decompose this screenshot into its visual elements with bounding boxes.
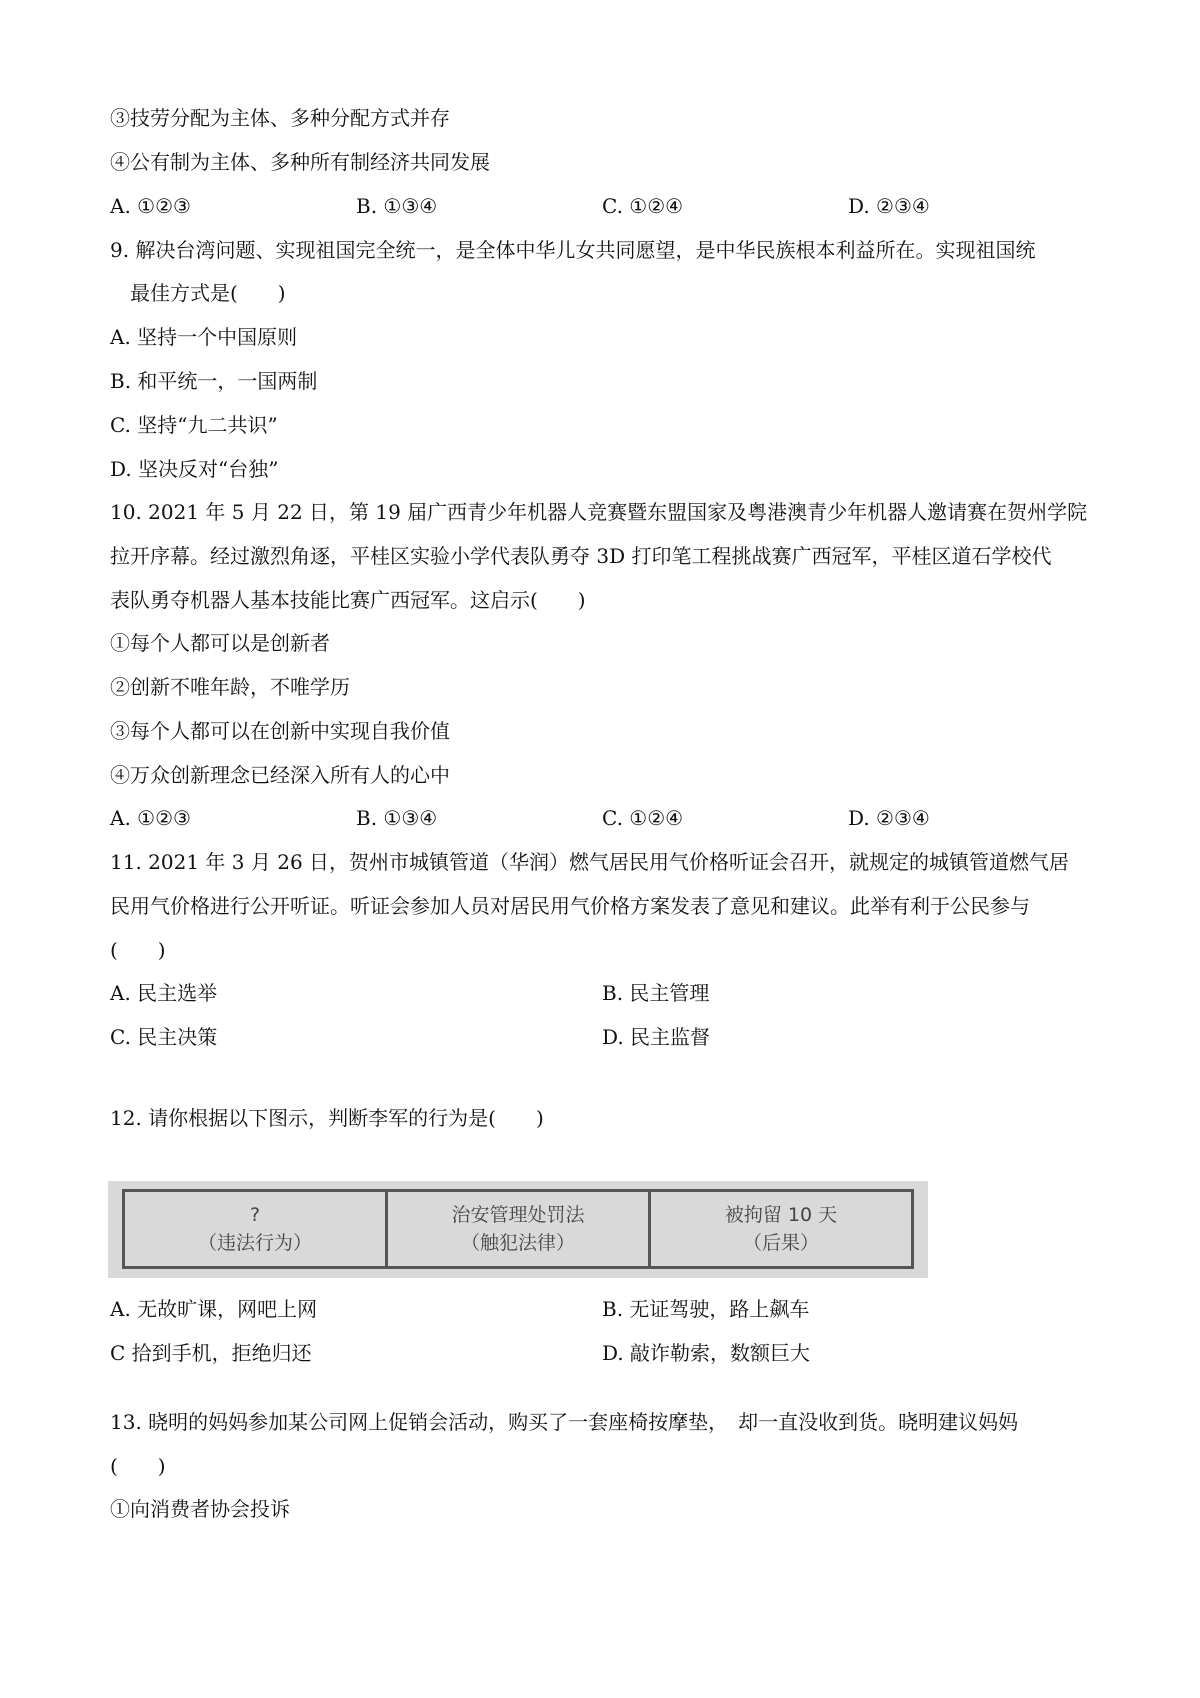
q10-stem-line-2: 拉开序幕。经过激烈角逐，平桂区实验小学代表队勇夺 3D 打印笔工程挑战赛广西冠军，平桂区道石学校代: [110, 544, 1052, 568]
q11-option-a: A. 民主选举: [110, 981, 218, 1005]
q10-option-b: B. ①③④: [356, 806, 438, 830]
q10-option-c: C. ①②④: [602, 806, 684, 830]
q10-stem-line-3: 表队勇夺机器人基本技能比赛广西冠军。这启示( ): [110, 588, 586, 612]
q8-item-3: ③技劳分配为主体、多种分配方式并存: [110, 106, 450, 130]
q9-option-a: A. 坚持一个中国原则: [110, 325, 298, 349]
q12-figure-cell-violation-bottom: （违法行为）: [197, 1232, 312, 1254]
q10-item-4: ④万众创新理念已经深入所有人的心中: [110, 763, 450, 787]
q12-option-c: C 拾到手机，拒绝归还: [110, 1341, 312, 1365]
q13-stem-line-1: 13. 晓明的妈妈参加某公司网上促销会活动，购买了一套座椅按摩垫， 却一直没收到货。晓明建议妈妈: [110, 1410, 1019, 1434]
q11-stem-line-1: 11. 2021 年 3 月 26 日，贺州市城镇管道（华润）燃气居民用气价格听证会召开，就规定的城镇管道燃气居: [110, 850, 1070, 874]
q10-stem-line-1: 10. 2021 年 5 月 22 日，第 19 届广西青少年机器人竞赛暨东盟国家及粤港澳青少年机器人邀请赛在贺州学院: [110, 500, 1088, 524]
q12-option-d: D. 敲诈勒索，数额巨大: [602, 1341, 811, 1365]
q11-stem-line-2: 民用气价格进行公开听证。听证会参加人员对居民用气价格方案发表了意见和建议。此举有利于公民参与: [110, 894, 1030, 918]
q9-stem-line-2: 最佳方式是( ): [130, 281, 286, 305]
q12-figure-cell-consequence: [651, 1192, 911, 1266]
q12-figure-table: [108, 1181, 928, 1278]
q8-item-4: ④公有制为主体、多种所有制经济共同发展: [110, 150, 490, 174]
q12-figure-cell-law-top: 治安管理处罚法: [451, 1204, 585, 1226]
q10-item-2: ②创新不唯年龄，不唯学历: [110, 675, 350, 699]
q10-item-3: ③每个人都可以在创新中实现自我价值: [110, 719, 450, 743]
q12-figure-cell-consequence-top: 被拘留 10 天: [724, 1204, 838, 1226]
q12-figure-cell-violation: [125, 1192, 388, 1266]
q9-option-b: B. 和平统一，一国两制: [110, 369, 318, 393]
q12-figure-cell-law: [388, 1192, 651, 1266]
q9-option-d: D. 坚决反对“台独”: [110, 457, 279, 481]
q12-option-a: A. 无故旷课，网吧上网: [110, 1297, 318, 1321]
q11-option-c: C. 民主决策: [110, 1025, 218, 1049]
q8-option-d: D. ②③④: [848, 194, 930, 218]
q8-option-b: B. ①③④: [356, 194, 438, 218]
q8-option-c: C. ①②④: [602, 194, 684, 218]
q10-option-d: D. ②③④: [848, 806, 930, 830]
q13-stem-line-2: ( ): [110, 1454, 166, 1478]
q11-option-b: B. 民主管理: [602, 981, 710, 1005]
q8-option-a: A. ①②③: [110, 194, 191, 218]
q10-option-a: A. ①②③: [110, 806, 191, 830]
q12-figure-cell-consequence-bottom: （后果）: [742, 1232, 819, 1254]
q9-option-c: C. 坚持“九二共识”: [110, 413, 278, 437]
q10-item-1: ①每个人都可以是创新者: [110, 631, 330, 655]
q12-option-b: B. 无证驾驶，路上飙车: [602, 1297, 810, 1321]
q12-figure-frame: [122, 1189, 914, 1269]
q13-item-1: ①向消费者协会投诉: [110, 1497, 290, 1521]
q11-stem-line-3: ( ): [110, 938, 166, 962]
q12-stem-line-1: 12. 请你根据以下图示，判断李军的行为是( ): [110, 1106, 544, 1130]
q12-figure-cell-law-bottom: （触犯法律）: [460, 1232, 575, 1254]
q9-stem-line-1: 9. 解决台湾问题、实现祖国完全统一，是全体中华儿女共同愿望，是中华民族根本利益所在。实现祖国统: [110, 238, 1036, 262]
q11-option-d: D. 民主监督: [602, 1025, 711, 1049]
q12-figure-cell-violation-top: ?: [249, 1204, 261, 1226]
